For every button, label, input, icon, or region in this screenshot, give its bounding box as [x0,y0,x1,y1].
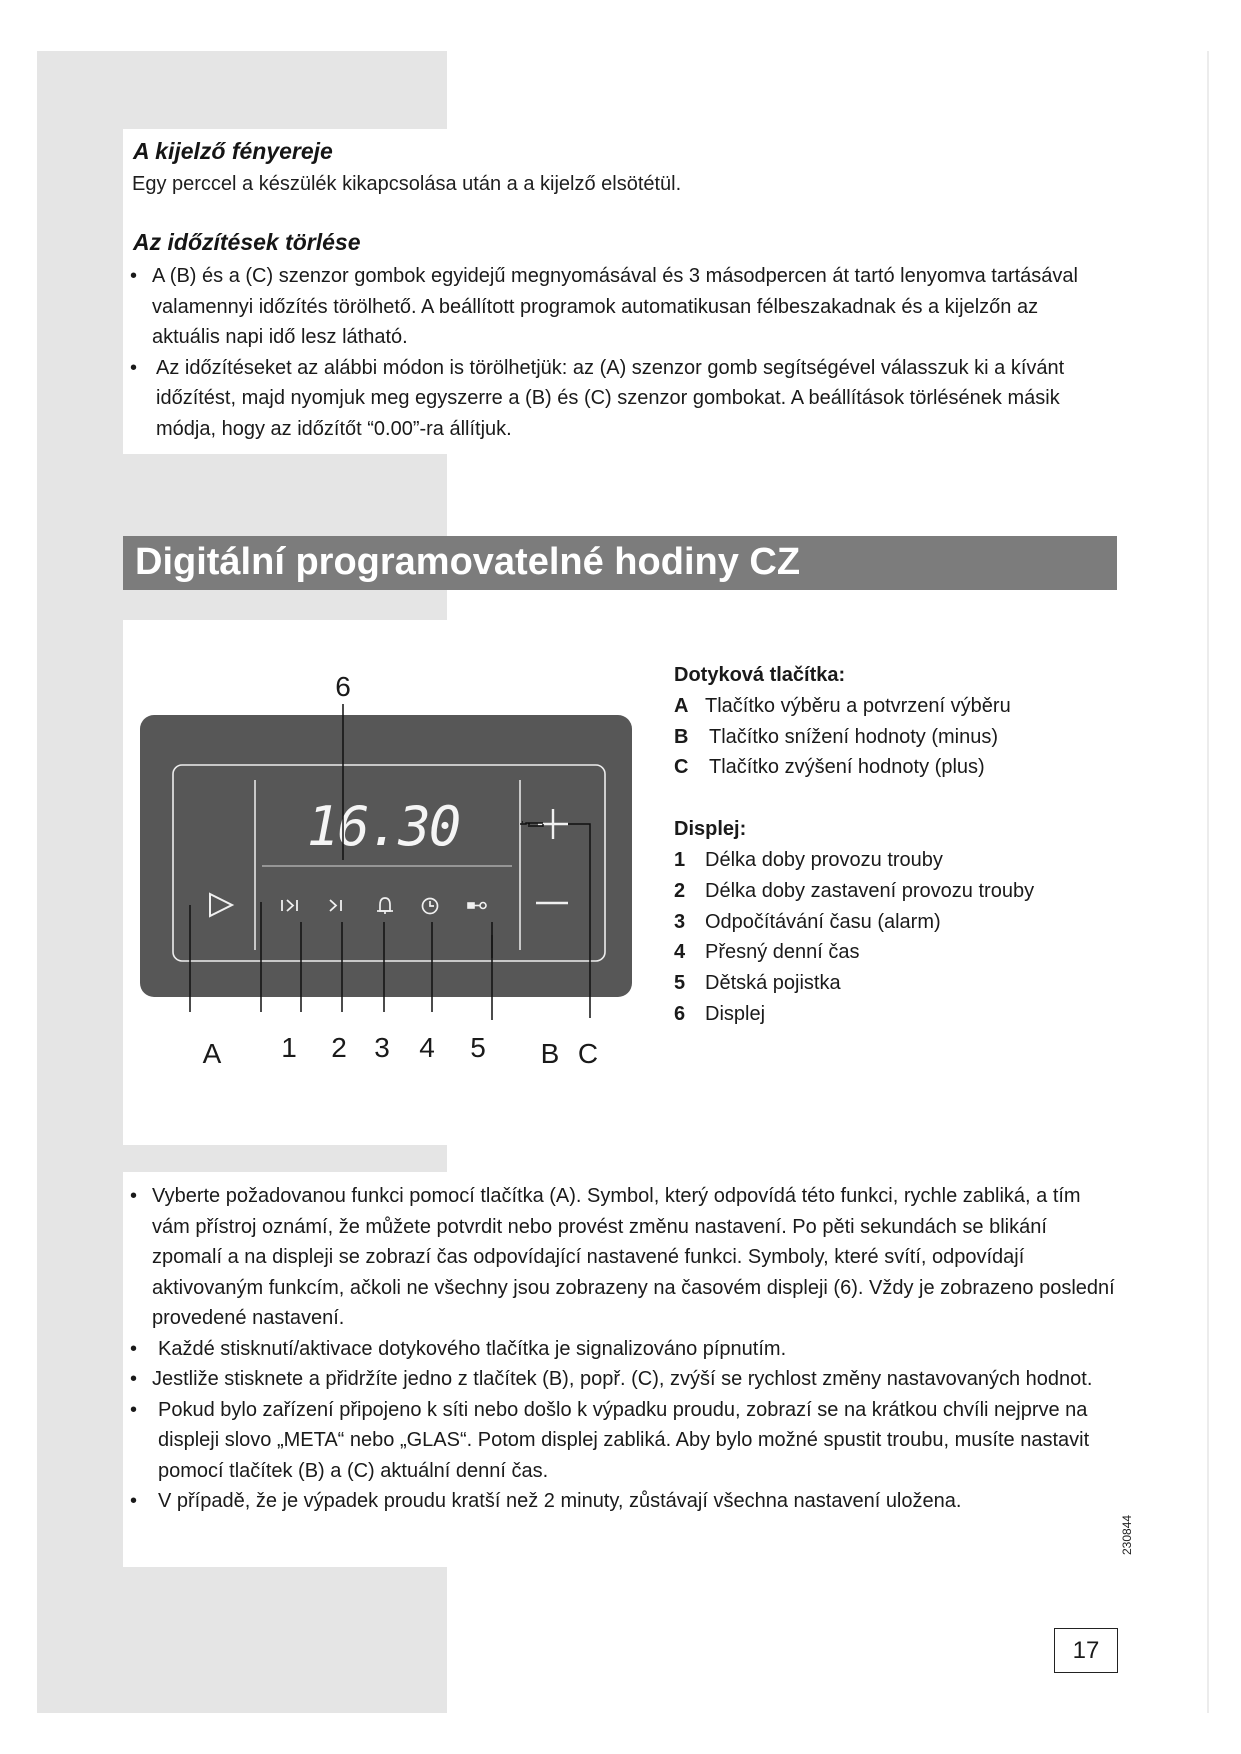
banner-title: Digitální programovatelné hodiny CZ [135,541,801,583]
legend-row: 4 Přesný denní čas [674,941,860,964]
legend-row: A Tlačítko výběru a potvrzení výběru [674,694,1011,717]
callout-3: 3 [374,1032,390,1063]
callout-c: C [577,1038,599,1069]
callout-b: B [540,1038,560,1069]
list-item: • Vyberte požadovanou funkci pomocí tlačítka (A). Symbol, který odpovídá této funkci, rychle zabliká, a tím vám přístroj oznámí, že můžete potvrdit nebo provést změnu nastavení. Po pěti sekundách se blikání zpomalí a na displeji se zobrazí čas odpovídající nastavené funkci. Symboly, které svítí, odpovídají aktivovaným funkcím, ačkoli ne všechny jsou zobrazeny na časovém displeji (6). Vždy je zobrazeno poslední provedené nastavení. [130,1181,1120,1334]
legend-row: 5 Dětská pojistka [674,972,841,995]
list-item: • Každé stisknutí/aktivace dotykového tlačítka je signalizováno pípnutím. [130,1334,1120,1365]
section-banner [123,536,1117,590]
callout-6: 6 [335,671,351,702]
callout-4: 4 [419,1032,435,1063]
list-item: • Jestliže stisknete a přidržíte jedno z tlačítek (B), popř. (C), zvýší se rychlost změny nastavovaných hodnot. [130,1364,1120,1395]
callout-a: A [202,1038,222,1069]
legend-row: 2 Délka doby zastavení provozu trouby [674,879,1035,902]
brightness-heading: A kijelző fényereje [133,138,333,164]
instructions-list [130,1181,1120,1517]
list-item: • A (B) és a (C) szenzor gombok egyidejű megnyomásával és 3 másodpercen át tartó lenyomva tartásával valamennyi időzítés törölhető. A beállított programok automatikusan félbeszakadnak és a kijelzőn az aktuális napi idő lesz látható. [130,261,1090,353]
legend-row: B Tlačítko snížení hodnoty (minus) [674,725,999,748]
list-item: • Az időzítéseket az alábbi módon is törölhetjük: az (A) szenzor gomb segítségével válasszuk ki a kívánt időzítést, majd nyomjuk meg egyszerre a (B) és (C) szenzor gombokat. A beállítások törlésének másik módja, hogy az időzítőt “0.00”-ra állítjuk. [130,353,1090,445]
legend-row: 1 Délka doby provozu trouby [674,848,943,871]
callout-5: 5 [470,1032,486,1063]
delete-timers-heading: Az időzítések törlése [133,229,361,255]
callout-2: 2 [331,1032,347,1063]
right-margin-line [1207,51,1209,1713]
document-code: 230844 [1120,1514,1134,1555]
delete-timers-list [130,261,1090,444]
control-panel-diagram [130,660,650,1080]
brightness-text: Egy perccel a készülék kikapcsolása után a a kijelző elsötétül. [132,173,682,195]
page-number: 17 [1054,1628,1118,1673]
legend-row: 3 Odpočítávání času (alarm) [674,910,941,933]
list-item: • Pokud bylo zařízení připojeno k síti nebo došlo k výpadku proudu, zobrazí se na krátkou chvíli nejprve na displeji slovo „META“ nebo „GLAS“. Potom displej zabliká. Aby bylo možné spustit troubu, musíte nastavit pomocí tlačítek (B) a (C) aktuální denní čas. [130,1395,1120,1487]
callout-1: 1 [281,1032,297,1063]
legend [674,660,1034,1030]
list-item: • V případě, že je výpadek proudu kratší než 2 minuty, zůstávají všechna nastavení uložena. [130,1486,1120,1517]
display-time: 16.30 [306,795,460,858]
legend-row: 6 Displej [674,1002,766,1025]
legend-row: C Tlačítko zvýšení hodnoty (plus) [674,756,985,779]
legend-display-heading: Displej: [674,818,747,841]
legend-buttons-heading: Dotyková tlačítka: [674,664,846,686]
